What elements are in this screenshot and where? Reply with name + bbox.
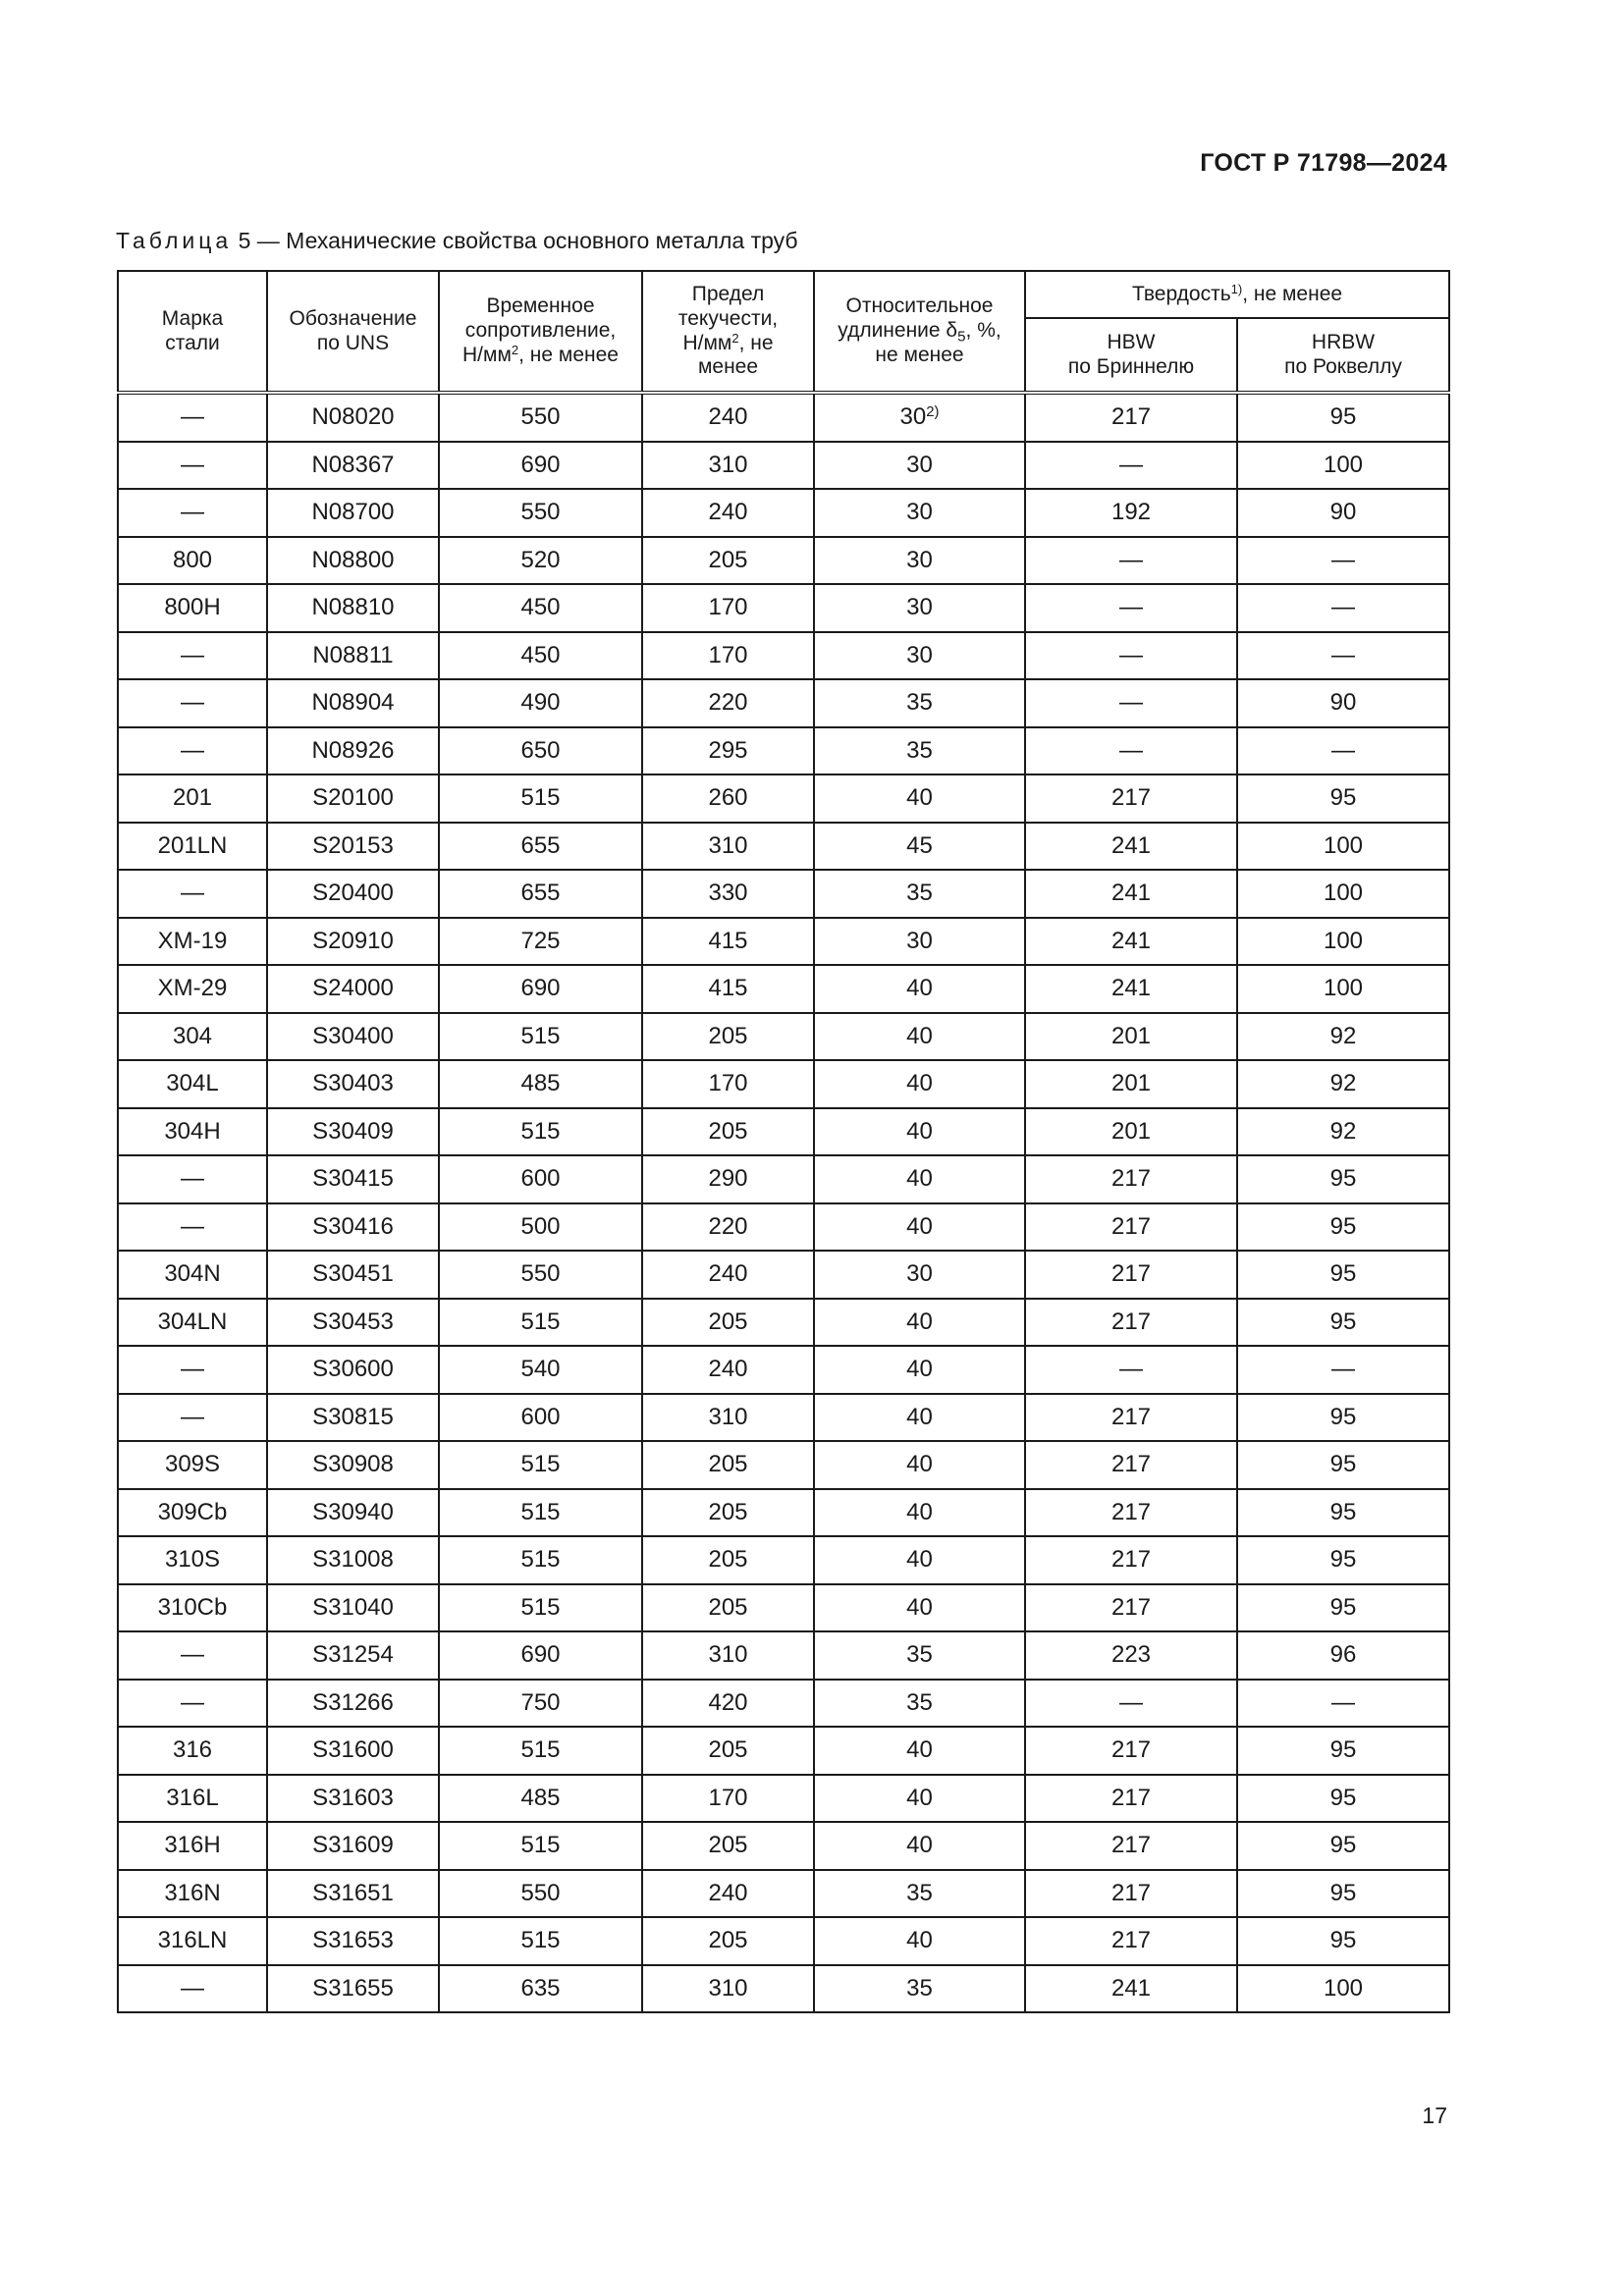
cell-hbw-hardness: 217	[1025, 1775, 1237, 1823]
cell-elongation: 30	[814, 918, 1025, 966]
cell-hbw-hardness: 217	[1025, 1584, 1237, 1632]
cell-tensile-strength: 690	[439, 442, 642, 490]
cell-yield-strength: 415	[642, 965, 814, 1013]
cell-steel-grade: —	[118, 679, 267, 727]
table-row	[118, 1680, 1449, 1728]
cell-tensile-strength: 485	[439, 1775, 642, 1823]
cell-steel-grade: —	[118, 1203, 267, 1252]
table-body	[118, 393, 1449, 2012]
cell-uns-designation: S31609	[267, 1822, 439, 1870]
cell-steel-grade: —	[118, 632, 267, 680]
cell-elongation: 40	[814, 1394, 1025, 1442]
cell-hbw-hardness: —	[1025, 679, 1237, 727]
cell-elongation: 40	[814, 1775, 1025, 1823]
cell-yield-strength: 240	[642, 1870, 814, 1918]
cell-yield-strength: 205	[642, 1822, 814, 1870]
cell-hbw-hardness: 241	[1025, 870, 1237, 918]
col-header-hbw: HBW по Бриннелю	[1025, 318, 1237, 393]
cell-yield-strength: 420	[642, 1680, 814, 1728]
cell-yield-strength: 240	[642, 1346, 814, 1394]
cell-hrbw-hardness: —	[1237, 727, 1449, 775]
cell-hbw-hardness: —	[1025, 537, 1237, 585]
cell-steel-grade: 201	[118, 774, 267, 823]
cell-uns-designation: S31254	[267, 1631, 439, 1680]
cell-elongation: 40	[814, 1108, 1025, 1156]
table-row	[118, 584, 1449, 632]
cell-hrbw-hardness: 90	[1237, 489, 1449, 537]
table-row	[118, 1346, 1449, 1394]
cell-elongation: 35	[814, 870, 1025, 918]
cell-tensile-strength: 725	[439, 918, 642, 966]
cell-uns-designation: S31603	[267, 1775, 439, 1823]
cell-uns-designation: S31008	[267, 1536, 439, 1584]
table-row	[118, 1917, 1449, 1965]
table-row	[118, 1775, 1449, 1823]
cell-hbw-hardness: 217	[1025, 1251, 1237, 1299]
cell-elongation: 35	[814, 1631, 1025, 1680]
cell-tensile-strength: 515	[439, 1822, 642, 1870]
cell-elongation: 40	[814, 1155, 1025, 1203]
cell-uns-designation: S20153	[267, 823, 439, 871]
document-number: ГОСТ Р 71798—2024	[1200, 149, 1447, 177]
cell-elongation: 40	[814, 1299, 1025, 1347]
cell-hbw-hardness: 217	[1025, 1155, 1237, 1203]
table-row	[118, 823, 1449, 871]
cell-uns-designation: S30400	[267, 1013, 439, 1061]
cell-uns-designation: S30815	[267, 1394, 439, 1442]
cell-steel-grade: 304N	[118, 1251, 267, 1299]
cell-yield-strength: 240	[642, 489, 814, 537]
cell-tensile-strength: 540	[439, 1346, 642, 1394]
cell-steel-grade: 304LN	[118, 1299, 267, 1347]
cell-uns-designation: S31655	[267, 1965, 439, 2013]
cell-steel-grade: 304H	[118, 1108, 267, 1156]
cell-tensile-strength: 515	[439, 1727, 642, 1775]
cell-yield-strength: 310	[642, 1631, 814, 1680]
cell-elongation: 40	[814, 1917, 1025, 1965]
cell-steel-grade: —	[118, 1965, 267, 2013]
table-row	[118, 1108, 1449, 1156]
cell-uns-designation: S30453	[267, 1299, 439, 1347]
cell-hrbw-hardness: 95	[1237, 774, 1449, 823]
table-row	[118, 1965, 1449, 2013]
cell-elongation: 30	[814, 632, 1025, 680]
cell-hrbw-hardness: 100	[1237, 1965, 1449, 2013]
cell-steel-grade: 316N	[118, 1870, 267, 1918]
cell-tensile-strength: 655	[439, 870, 642, 918]
cell-tensile-strength: 515	[439, 1584, 642, 1632]
cell-uns-designation: N08800	[267, 537, 439, 585]
cell-yield-strength: 205	[642, 1299, 814, 1347]
cell-uns-designation: S31651	[267, 1870, 439, 1918]
cell-tensile-strength: 600	[439, 1394, 642, 1442]
cell-elongation: 30	[814, 584, 1025, 632]
cell-elongation: 35	[814, 1680, 1025, 1728]
cell-hrbw-hardness: —	[1237, 1680, 1449, 1728]
cell-uns-designation: S30403	[267, 1060, 439, 1108]
table-row	[118, 1394, 1449, 1442]
cell-steel-grade: 304	[118, 1013, 267, 1061]
cell-steel-grade: 309S	[118, 1441, 267, 1489]
cell-elongation: 40	[814, 1727, 1025, 1775]
cell-yield-strength: 205	[642, 1489, 814, 1537]
cell-uns-designation: S31653	[267, 1917, 439, 1965]
cell-yield-strength: 240	[642, 1251, 814, 1299]
cell-hbw-hardness: 192	[1025, 489, 1237, 537]
cell-tensile-strength: 550	[439, 489, 642, 537]
cell-tensile-strength: 515	[439, 1299, 642, 1347]
cell-elongation: 40	[814, 1536, 1025, 1584]
cell-uns-designation: N08904	[267, 679, 439, 727]
cell-steel-grade: —	[118, 489, 267, 537]
table-row	[118, 632, 1449, 680]
cell-steel-grade: —	[118, 727, 267, 775]
cell-elongation: 30$^{2)}$	[814, 393, 1025, 442]
cell-tensile-strength: 515	[439, 1441, 642, 1489]
cell-elongation: 45	[814, 823, 1025, 871]
table-row	[118, 774, 1449, 823]
table-row	[118, 1822, 1449, 1870]
table-caption-text: — Механические свойства основного металла труб	[256, 228, 798, 253]
cell-hbw-hardness: 201	[1025, 1108, 1237, 1156]
cell-uns-designation: S20400	[267, 870, 439, 918]
cell-uns-designation: S24000	[267, 965, 439, 1013]
cell-hrbw-hardness: 92	[1237, 1108, 1449, 1156]
table-row	[118, 1299, 1449, 1347]
table-row	[118, 965, 1449, 1013]
cell-tensile-strength: 520	[439, 537, 642, 585]
cell-uns-designation: S30908	[267, 1441, 439, 1489]
cell-hrbw-hardness: 90	[1237, 679, 1449, 727]
cell-steel-grade: —	[118, 1631, 267, 1680]
col-header-tensile-strength: Временное сопротивление, $Н/мм^2$, не менее	[439, 271, 642, 393]
cell-elongation: 40	[814, 1441, 1025, 1489]
cell-hbw-hardness: 217	[1025, 1727, 1237, 1775]
cell-uns-designation: S20100	[267, 774, 439, 823]
table-row	[118, 1203, 1449, 1252]
cell-hrbw-hardness: 95	[1237, 1775, 1449, 1823]
mechanical-properties-table	[117, 270, 1450, 2013]
cell-hrbw-hardness: 95	[1237, 1536, 1449, 1584]
table-row	[118, 393, 1449, 442]
cell-hbw-hardness: —	[1025, 1680, 1237, 1728]
cell-hbw-hardness: 217	[1025, 774, 1237, 823]
cell-tensile-strength: 690	[439, 1631, 642, 1680]
cell-elongation: 30	[814, 537, 1025, 585]
table-row	[118, 442, 1449, 490]
cell-uns-designation: S31040	[267, 1584, 439, 1632]
cell-hbw-hardness: 217	[1025, 1536, 1237, 1584]
cell-elongation: 30	[814, 489, 1025, 537]
cell-tensile-strength: 485	[439, 1060, 642, 1108]
cell-hrbw-hardness: 95	[1237, 1870, 1449, 1918]
cell-hrbw-hardness: 95	[1237, 1155, 1449, 1203]
cell-steel-grade: 800H	[118, 584, 267, 632]
cell-steel-grade: —	[118, 1346, 267, 1394]
cell-hrbw-hardness: —	[1237, 584, 1449, 632]
cell-hrbw-hardness: 95	[1237, 1489, 1449, 1537]
cell-hbw-hardness: 217	[1025, 1822, 1237, 1870]
cell-uns-designation: S30600	[267, 1346, 439, 1394]
cell-yield-strength: 205	[642, 1013, 814, 1061]
col-header-yield-strength: Предел текучести, $Н/мм^2$, не менее	[642, 271, 814, 393]
cell-hbw-hardness: 217	[1025, 1917, 1237, 1965]
cell-elongation: 40	[814, 1346, 1025, 1394]
cell-yield-strength: 240	[642, 393, 814, 442]
cell-steel-grade: XM-29	[118, 965, 267, 1013]
cell-tensile-strength: 650	[439, 727, 642, 775]
cell-yield-strength: 415	[642, 918, 814, 966]
cell-hbw-hardness: 201	[1025, 1060, 1237, 1108]
table-row	[118, 1060, 1449, 1108]
cell-hrbw-hardness: 100	[1237, 918, 1449, 966]
cell-hrbw-hardness: 100	[1237, 965, 1449, 1013]
cell-steel-grade: 316L	[118, 1775, 267, 1823]
cell-hrbw-hardness: 96	[1237, 1631, 1449, 1680]
cell-tensile-strength: 515	[439, 1489, 642, 1537]
table-row	[118, 1631, 1449, 1680]
page-number: 17	[1422, 2103, 1447, 2128]
cell-hrbw-hardness: 95	[1237, 1299, 1449, 1347]
cell-hbw-hardness: —	[1025, 1346, 1237, 1394]
cell-yield-strength: 205	[642, 1584, 814, 1632]
col-header-elongation: Относительное удлинение $\delta_5$, %, не менее	[814, 271, 1025, 393]
cell-hrbw-hardness: 95	[1237, 1584, 1449, 1632]
cell-uns-designation: N08367	[267, 442, 439, 490]
cell-hrbw-hardness: 95	[1237, 1727, 1449, 1775]
cell-hbw-hardness: 217	[1025, 1489, 1237, 1537]
cell-yield-strength: 290	[642, 1155, 814, 1203]
col-header-hardness: Твердость$^{1)}$, не менее	[1025, 271, 1449, 318]
cell-elongation: 35	[814, 1965, 1025, 2013]
cell-steel-grade: 304L	[118, 1060, 267, 1108]
cell-uns-designation: N08811	[267, 632, 439, 680]
cell-elongation: 40	[814, 1489, 1025, 1537]
cell-tensile-strength: 490	[439, 679, 642, 727]
cell-steel-grade: 316H	[118, 1822, 267, 1870]
cell-hrbw-hardness: —	[1237, 537, 1449, 585]
cell-uns-designation: N08700	[267, 489, 439, 537]
cell-hrbw-hardness: 100	[1237, 870, 1449, 918]
table-row	[118, 727, 1449, 775]
col-header-uns: Обозначение по UNS	[267, 271, 439, 393]
cell-steel-grade: XM-19	[118, 918, 267, 966]
cell-yield-strength: 170	[642, 1060, 814, 1108]
cell-tensile-strength: 515	[439, 1013, 642, 1061]
cell-uns-designation: S31600	[267, 1727, 439, 1775]
cell-yield-strength: 205	[642, 1917, 814, 1965]
cell-steel-grade: —	[118, 1680, 267, 1728]
cell-elongation: 40	[814, 1060, 1025, 1108]
cell-tensile-strength: 550	[439, 1251, 642, 1299]
cell-hrbw-hardness: 92	[1237, 1060, 1449, 1108]
cell-tensile-strength: 550	[439, 393, 642, 442]
cell-hrbw-hardness: —	[1237, 632, 1449, 680]
cell-elongation: 40	[814, 774, 1025, 823]
cell-hrbw-hardness: —	[1237, 1346, 1449, 1394]
footnote-marker: 2)	[926, 404, 940, 421]
cell-elongation: 40	[814, 1013, 1025, 1061]
cell-steel-grade: —	[118, 442, 267, 490]
cell-yield-strength: 330	[642, 870, 814, 918]
cell-steel-grade: 201LN	[118, 823, 267, 871]
cell-yield-strength: 310	[642, 442, 814, 490]
table-row	[118, 870, 1449, 918]
table-row	[118, 1155, 1449, 1203]
cell-uns-designation: S30451	[267, 1251, 439, 1299]
cell-steel-grade: 316LN	[118, 1917, 267, 1965]
cell-yield-strength: 310	[642, 1394, 814, 1442]
cell-steel-grade: —	[118, 1155, 267, 1203]
cell-tensile-strength: 450	[439, 632, 642, 680]
cell-yield-strength: 205	[642, 1108, 814, 1156]
table-row	[118, 537, 1449, 585]
cell-hbw-hardness: 201	[1025, 1013, 1237, 1061]
cell-hbw-hardness: 217	[1025, 393, 1237, 442]
cell-hrbw-hardness: 95	[1237, 1441, 1449, 1489]
cell-steel-grade: 310S	[118, 1536, 267, 1584]
cell-hbw-hardness: 223	[1025, 1631, 1237, 1680]
cell-hbw-hardness: 217	[1025, 1394, 1237, 1442]
cell-hrbw-hardness: 95	[1237, 1203, 1449, 1252]
cell-elongation: 35	[814, 679, 1025, 727]
cell-yield-strength: 220	[642, 679, 814, 727]
cell-yield-strength: 205	[642, 537, 814, 585]
cell-elongation: 30	[814, 442, 1025, 490]
cell-steel-grade: 309Cb	[118, 1489, 267, 1537]
cell-elongation: 40	[814, 1584, 1025, 1632]
cell-tensile-strength: 690	[439, 965, 642, 1013]
cell-yield-strength: 310	[642, 823, 814, 871]
cell-uns-designation: S31266	[267, 1680, 439, 1728]
cell-tensile-strength: 450	[439, 584, 642, 632]
cell-hrbw-hardness: 100	[1237, 823, 1449, 871]
table-row	[118, 1251, 1449, 1299]
cell-elongation: 35	[814, 1870, 1025, 1918]
cell-steel-grade: —	[118, 393, 267, 442]
cell-steel-grade: 800	[118, 537, 267, 585]
cell-hbw-hardness: —	[1025, 584, 1237, 632]
table-row	[118, 1536, 1449, 1584]
cell-hbw-hardness: 217	[1025, 1441, 1237, 1489]
cell-yield-strength: 205	[642, 1441, 814, 1489]
cell-uns-designation: S20910	[267, 918, 439, 966]
cell-hrbw-hardness: 95	[1237, 1394, 1449, 1442]
cell-tensile-strength: 515	[439, 1536, 642, 1584]
cell-hbw-hardness: —	[1025, 632, 1237, 680]
cell-tensile-strength: 515	[439, 774, 642, 823]
table-row	[118, 679, 1449, 727]
cell-yield-strength: 205	[642, 1536, 814, 1584]
cell-tensile-strength: 515	[439, 1917, 642, 1965]
cell-hbw-hardness: 217	[1025, 1203, 1237, 1252]
cell-elongation: 40	[814, 1822, 1025, 1870]
cell-tensile-strength: 655	[439, 823, 642, 871]
cell-yield-strength: 295	[642, 727, 814, 775]
cell-yield-strength: 220	[642, 1203, 814, 1252]
cell-hrbw-hardness: 95	[1237, 1917, 1449, 1965]
cell-tensile-strength: 750	[439, 1680, 642, 1728]
cell-elongation: 30	[814, 1251, 1025, 1299]
table-row	[118, 918, 1449, 966]
cell-uns-designation: S30415	[267, 1155, 439, 1203]
cell-yield-strength: 205	[642, 1727, 814, 1775]
table-row	[118, 1727, 1449, 1775]
col-header-hrbw: HRBW по Роквеллу	[1237, 318, 1449, 393]
cell-hrbw-hardness: 95	[1237, 393, 1449, 442]
cell-hbw-hardness: —	[1025, 727, 1237, 775]
cell-hbw-hardness: 241	[1025, 1965, 1237, 2013]
cell-uns-designation: S30940	[267, 1489, 439, 1537]
cell-elongation: 40	[814, 1203, 1025, 1252]
cell-hbw-hardness: 241	[1025, 918, 1237, 966]
table-row	[118, 489, 1449, 537]
table-row	[118, 1441, 1449, 1489]
cell-hbw-hardness: 217	[1025, 1870, 1237, 1918]
table-row	[118, 1870, 1449, 1918]
cell-steel-grade: —	[118, 1394, 267, 1442]
table-row	[118, 1013, 1449, 1061]
cell-yield-strength: 170	[642, 1775, 814, 1823]
cell-steel-grade: 316	[118, 1727, 267, 1775]
cell-hbw-hardness: —	[1025, 442, 1237, 490]
cell-uns-designation: S30416	[267, 1203, 439, 1252]
cell-uns-designation: S30409	[267, 1108, 439, 1156]
cell-yield-strength: 170	[642, 632, 814, 680]
cell-tensile-strength: 500	[439, 1203, 642, 1252]
cell-uns-designation: N08926	[267, 727, 439, 775]
cell-steel-grade: 310Cb	[118, 1584, 267, 1632]
cell-yield-strength: 310	[642, 1965, 814, 2013]
table-row	[118, 1584, 1449, 1632]
cell-yield-strength: 170	[642, 584, 814, 632]
cell-elongation: 35	[814, 727, 1025, 775]
table-row	[118, 1489, 1449, 1537]
cell-tensile-strength: 515	[439, 1108, 642, 1156]
cell-tensile-strength: 550	[439, 1870, 642, 1918]
cell-hbw-hardness: 241	[1025, 965, 1237, 1013]
col-header-grade: Марка стали	[118, 271, 267, 393]
cell-hbw-hardness: 241	[1025, 823, 1237, 871]
cell-tensile-strength: 635	[439, 1965, 642, 2013]
cell-yield-strength: 260	[642, 774, 814, 823]
cell-tensile-strength: 600	[439, 1155, 642, 1203]
cell-hbw-hardness: 217	[1025, 1299, 1237, 1347]
cell-hrbw-hardness: 100	[1237, 442, 1449, 490]
table-caption-number: 5	[238, 228, 251, 253]
table-caption	[116, 228, 798, 254]
cell-steel-grade: —	[118, 870, 267, 918]
cell-hrbw-hardness: 92	[1237, 1013, 1449, 1061]
cell-elongation: 40	[814, 965, 1025, 1013]
cell-hrbw-hardness: 95	[1237, 1251, 1449, 1299]
cell-hrbw-hardness: 95	[1237, 1822, 1449, 1870]
cell-uns-designation: N08810	[267, 584, 439, 632]
cell-uns-designation: N08020	[267, 393, 439, 442]
table-caption-label: Таблица	[116, 228, 233, 253]
